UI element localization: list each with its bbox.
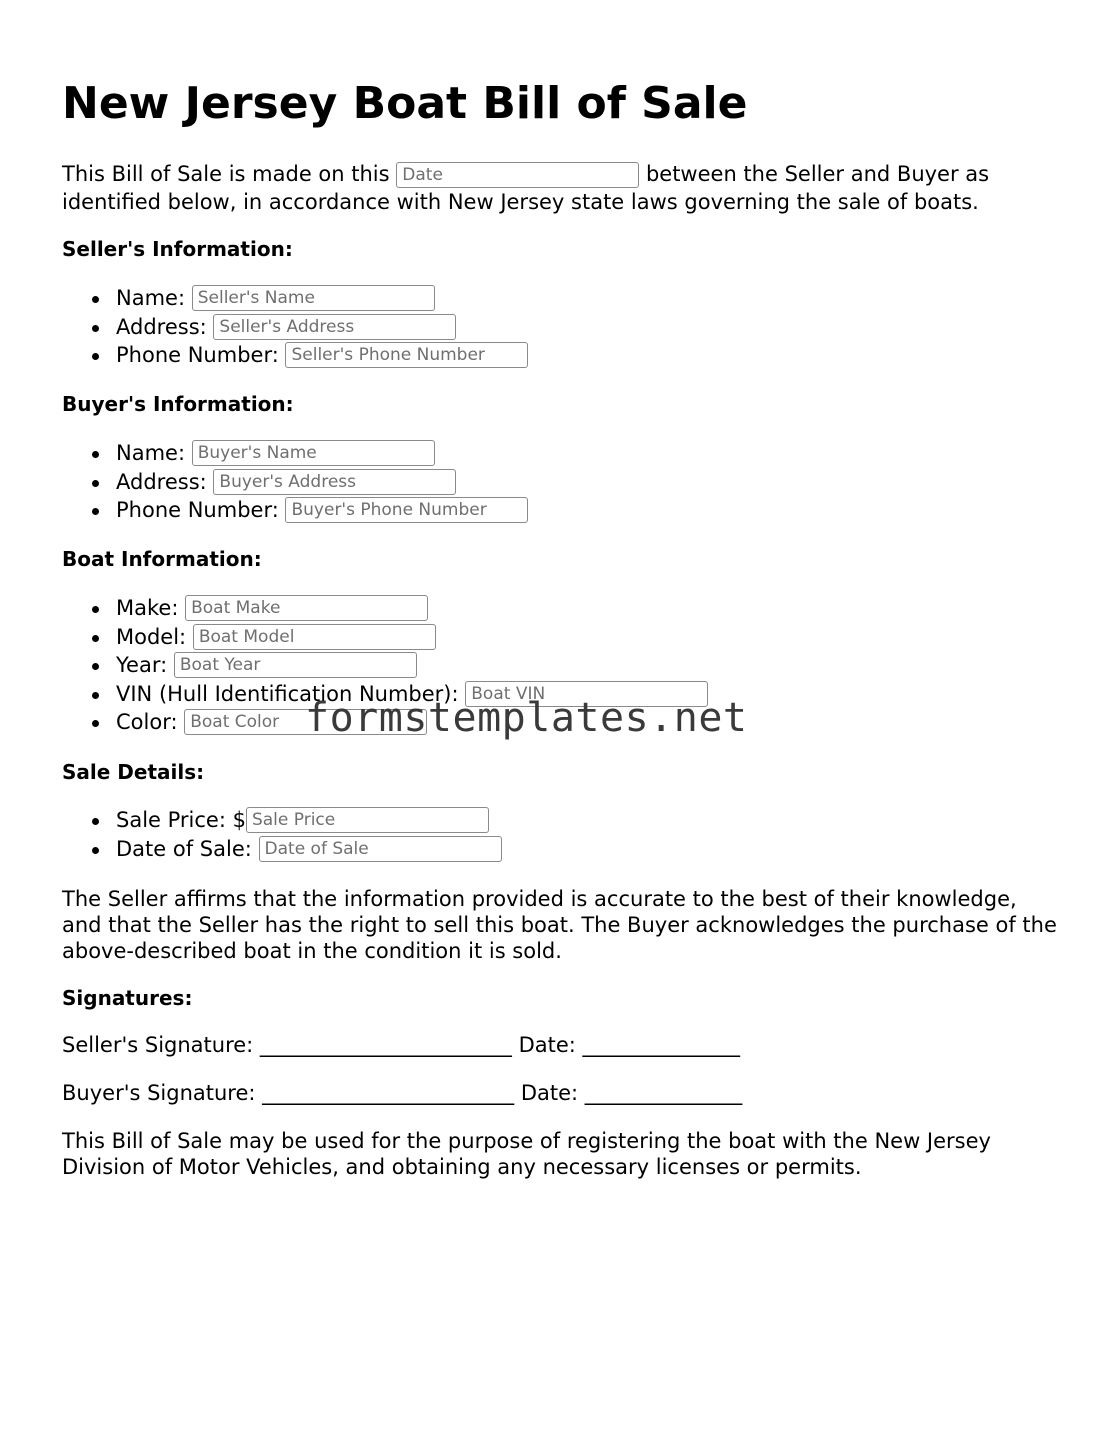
buyer-name-input[interactable] (192, 440, 435, 466)
seller-phone-input[interactable] (285, 342, 528, 368)
boat-vin-label: VIN (Hull Identification Number): (116, 681, 459, 706)
list-item (62, 806, 502, 835)
signatures-heading: Signatures: (62, 986, 193, 1010)
list-item (62, 341, 528, 370)
boat-color-input[interactable] (184, 709, 427, 735)
boat-color-label: Color: (116, 710, 178, 735)
closing-paragraph: This Bill of Sale may be used for the purpose of registering the boat with the New Jersey Division of Motor Vehicles, and obtaining any necessary licenses or permits. (62, 1129, 991, 1179)
list-item (62, 623, 708, 652)
list-item (62, 313, 528, 342)
seller-name-label: Name: (116, 286, 186, 310)
list-item (62, 496, 528, 525)
list-item (62, 680, 708, 709)
boat-vin-input[interactable] (465, 681, 708, 707)
seller-phone-label: Phone Number: (116, 343, 279, 368)
buyer-heading: Buyer's Information: (62, 392, 294, 416)
boat-heading: Boat Information: (62, 547, 262, 571)
seller-signature-line: Seller's Signature: ________________________ Date: _______________ (62, 1033, 741, 1057)
seller-address-input[interactable] (213, 314, 456, 340)
buyer-fields-list (62, 439, 528, 525)
list-item (62, 284, 528, 313)
sale-price-input[interactable] (246, 807, 489, 833)
seller-heading: Seller's Information: (62, 237, 293, 261)
sale-date-input[interactable] (259, 836, 502, 862)
affirmation-paragraph: The Seller affirms that the information provided is accurate to the best of their knowledge, and that the Seller has the right to sell this boat. The Buyer acknowledges the purchase of the above-described boat in the condition it is sold. (62, 887, 1057, 963)
intro-paragraph (62, 160, 1052, 216)
seller-fields-list (62, 284, 528, 370)
list-item (62, 835, 502, 864)
intro-text-after: between the Seller and Buyer as identified below, in accordance with New Jersey state laws governing the sale of boats. (62, 162, 990, 214)
boat-make-input[interactable] (185, 595, 428, 621)
page-title: New Jersey Boat Bill of Sale (62, 78, 748, 129)
sale-fields-list (62, 806, 502, 863)
boat-fields-list (62, 594, 708, 737)
sale-heading: Sale Details: (62, 760, 205, 784)
boat-model-label: Model: (116, 624, 187, 649)
buyer-phone-label: Phone Number: (116, 498, 279, 523)
sale-date-label: Date of Sale: (116, 836, 252, 861)
buyer-name-label: Name: (116, 441, 186, 465)
list-item (62, 439, 528, 468)
boat-make-label: Make: (116, 596, 179, 620)
list-item (62, 594, 708, 623)
seller-address-label: Address: (116, 314, 207, 339)
boat-year-input[interactable] (174, 652, 417, 678)
bill-date-input[interactable] (396, 162, 639, 188)
buyer-signature-line: Buyer's Signature: ________________________ Date: _______________ (62, 1081, 743, 1105)
buyer-address-input[interactable] (213, 469, 456, 495)
list-item (62, 468, 528, 497)
buyer-phone-input[interactable] (285, 497, 528, 523)
buyer-address-label: Address: (116, 469, 207, 494)
sale-price-label: Sale Price: $ (116, 808, 246, 832)
seller-name-input[interactable] (192, 285, 435, 311)
watermark-text: formstemplates.net (305, 695, 748, 741)
list-item (62, 651, 708, 680)
boat-model-input[interactable] (193, 624, 436, 650)
boat-year-label: Year: (116, 653, 168, 678)
list-item (62, 708, 708, 737)
intro-text-before: This Bill of Sale is made on this (62, 162, 390, 186)
